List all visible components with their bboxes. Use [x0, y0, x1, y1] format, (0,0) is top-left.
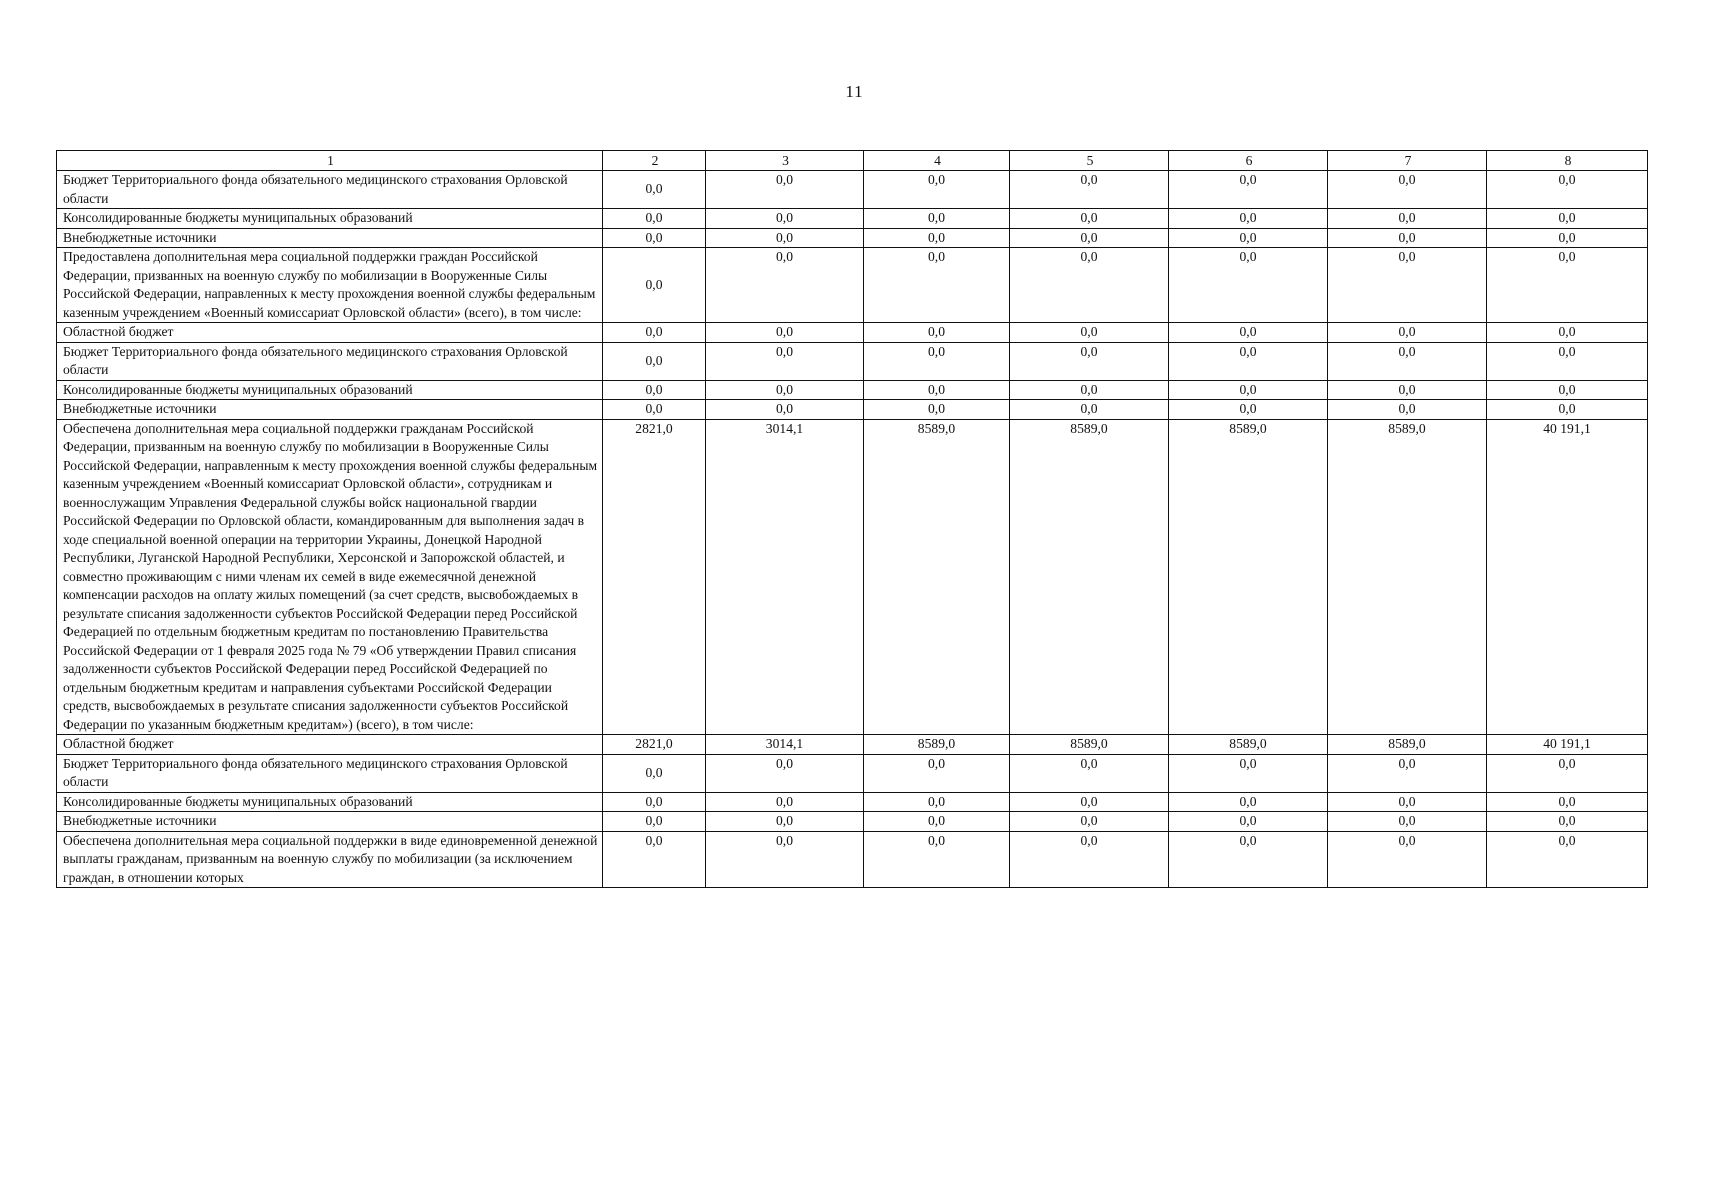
column-header: 7	[1328, 151, 1487, 171]
row-description: Консолидированные бюджеты муниципальных образований	[57, 380, 603, 400]
value-cell: 0,0	[1169, 171, 1328, 209]
table-row	[57, 171, 1648, 209]
value-cell: 0,0	[706, 323, 864, 343]
row-description: Бюджет Территориального фонда обязательного медицинского страхования Орловской области	[57, 754, 603, 792]
row-description: Внебюджетные источники	[57, 400, 603, 420]
table-row	[57, 400, 1648, 420]
value-cell: 0,0	[1010, 812, 1169, 832]
value-cell: 0,0	[1487, 323, 1648, 343]
value-cell: 0,0	[1169, 248, 1328, 323]
value-cell: 0,0	[864, 754, 1010, 792]
row-description: Обеспечена дополнительная мера социальной поддержки в виде единовременной денежной выплаты гражданам, призванным на военную службу по мобилизации (за исключением граждан, в отношении которых	[57, 831, 603, 888]
value-cell: 0,0	[1487, 248, 1648, 323]
value-cell: 0,0	[706, 792, 864, 812]
value-cell: 0,0	[1169, 323, 1328, 343]
value-cell: 40 191,1	[1487, 419, 1648, 735]
row-description: Обеспечена дополнительная мера социальной поддержки гражданам Российской Федерации, призванным на военную службу по мобилизации в Вооруженные Силы Российской Федерации, направленным к месту прохождения военной службы федеральным казенным учреждением «Военный комиссариат Орловской области», сотрудникам и военнослужащим Управления Федеральной службы войск национальной гвардии Российской Федерации по Орловской области, командированным для выполнения задач в ходе специальной военной операции на территории Украины, Донецкой Народной Республики, Луганской Народной Республики, Херсонской и Запорожской областей, и совместно проживающим с ними членам их семей в виде ежемесячной денежной компенсации расходов на оплату жилых помещений (за счет средств, высвобождаемых в результате списания задолженности субъектов Российской Федерации перед Российской Федерацией по отдельным бюджетным кредитам по постановлению Правительства Российской Федерации от 1 февраля 2025 года № 79 «Об утверждении Правил списания задолженности субъектов Российской Федерации перед Российской Федерацией по отдельным бюджетным кредитам и направления субъектами Российской Федерации средств, высвобождаемых в результате списания задолженности субъектов Российской Федерации по указанным бюджетным кредитам») (всего), в том числе:	[57, 419, 603, 735]
row-description: Областной бюджет	[57, 323, 603, 343]
value-cell: 0,0	[1169, 812, 1328, 832]
value-cell: 0,0	[1328, 380, 1487, 400]
value-cell: 8589,0	[864, 419, 1010, 735]
value-cell: 0,0	[1010, 831, 1169, 888]
value-cell: 0,0	[603, 831, 706, 888]
value-cell: 0,0	[864, 209, 1010, 229]
value-cell: 0,0	[1487, 792, 1648, 812]
value-cell: 0,0	[1328, 209, 1487, 229]
value-cell: 0,0	[1169, 380, 1328, 400]
value-cell: 0,0	[706, 812, 864, 832]
column-header: 4	[864, 151, 1010, 171]
table-row	[57, 248, 1648, 323]
value-cell: 0,0	[1010, 228, 1169, 248]
value-cell: 0,0	[603, 754, 706, 792]
value-cell: 0,0	[1487, 754, 1648, 792]
value-cell: 0,0	[1169, 209, 1328, 229]
value-cell: 0,0	[864, 228, 1010, 248]
page-number: 11	[845, 82, 864, 101]
value-cell: 0,0	[603, 228, 706, 248]
table-row	[57, 812, 1648, 832]
value-cell: 2821,0	[603, 419, 706, 735]
table-body	[57, 151, 1648, 888]
value-cell: 0,0	[1169, 342, 1328, 380]
column-header: 3	[706, 151, 864, 171]
value-cell: 0,0	[864, 380, 1010, 400]
value-cell: 0,0	[1169, 754, 1328, 792]
value-cell: 40 191,1	[1487, 735, 1648, 755]
value-cell: 0,0	[864, 812, 1010, 832]
value-cell: 0,0	[1328, 792, 1487, 812]
value-cell: 8589,0	[864, 735, 1010, 755]
value-cell: 0,0	[603, 380, 706, 400]
value-cell: 3014,1	[706, 735, 864, 755]
value-cell: 0,0	[1010, 323, 1169, 343]
value-cell: 0,0	[603, 323, 706, 343]
value-cell: 0,0	[706, 754, 864, 792]
value-cell: 2821,0	[603, 735, 706, 755]
value-cell: 0,0	[603, 171, 706, 209]
value-cell: 0,0	[864, 171, 1010, 209]
row-description: Консолидированные бюджеты муниципальных образований	[57, 209, 603, 229]
value-cell: 0,0	[1169, 792, 1328, 812]
row-description: Бюджет Территориального фонда обязательного медицинского страхования Орловской области	[57, 342, 603, 380]
row-description: Областной бюджет	[57, 735, 603, 755]
value-cell: 0,0	[1487, 812, 1648, 832]
value-cell: 0,0	[1487, 400, 1648, 420]
value-cell: 0,0	[1487, 228, 1648, 248]
row-description: Бюджет Территориального фонда обязательного медицинского страхования Орловской области	[57, 171, 603, 209]
value-cell: 0,0	[706, 342, 864, 380]
value-cell: 0,0	[1328, 400, 1487, 420]
column-header-row	[57, 151, 1648, 171]
value-cell: 0,0	[1010, 400, 1169, 420]
value-cell: 0,0	[706, 248, 864, 323]
budget-table	[56, 150, 1648, 888]
value-cell: 0,0	[603, 209, 706, 229]
value-cell: 0,0	[603, 342, 706, 380]
value-cell: 0,0	[1487, 342, 1648, 380]
value-cell: 8589,0	[1169, 735, 1328, 755]
value-cell: 0,0	[706, 831, 864, 888]
value-cell: 0,0	[864, 831, 1010, 888]
value-cell: 0,0	[1010, 380, 1169, 400]
value-cell: 0,0	[603, 248, 706, 323]
table-row	[57, 228, 1648, 248]
value-cell: 0,0	[1328, 248, 1487, 323]
value-cell: 0,0	[706, 380, 864, 400]
value-cell: 0,0	[1328, 342, 1487, 380]
value-cell: 0,0	[864, 792, 1010, 812]
value-cell: 0,0	[1169, 400, 1328, 420]
value-cell: 8589,0	[1328, 735, 1487, 755]
table-row	[57, 380, 1648, 400]
value-cell: 0,0	[1010, 209, 1169, 229]
column-header: 1	[57, 151, 603, 171]
table-row	[57, 209, 1648, 229]
value-cell: 0,0	[1328, 831, 1487, 888]
value-cell: 8589,0	[1328, 419, 1487, 735]
row-description: Консолидированные бюджеты муниципальных образований	[57, 792, 603, 812]
value-cell: 0,0	[1328, 228, 1487, 248]
value-cell: 0,0	[1328, 171, 1487, 209]
row-description: Внебюджетные источники	[57, 812, 603, 832]
value-cell: 0,0	[1487, 831, 1648, 888]
value-cell: 0,0	[603, 400, 706, 420]
value-cell: 3014,1	[706, 419, 864, 735]
value-cell: 0,0	[1010, 342, 1169, 380]
table-row	[57, 792, 1648, 812]
value-cell: 0,0	[1010, 171, 1169, 209]
value-cell: 0,0	[864, 323, 1010, 343]
column-header: 6	[1169, 151, 1328, 171]
column-header: 8	[1487, 151, 1648, 171]
table-row	[57, 323, 1648, 343]
value-cell: 0,0	[706, 209, 864, 229]
value-cell: 8589,0	[1169, 419, 1328, 735]
value-cell: 0,0	[864, 400, 1010, 420]
value-cell: 0,0	[864, 248, 1010, 323]
value-cell: 0,0	[1010, 754, 1169, 792]
value-cell: 8589,0	[1010, 419, 1169, 735]
value-cell: 8589,0	[1010, 735, 1169, 755]
value-cell: 0,0	[864, 342, 1010, 380]
value-cell: 0,0	[1328, 754, 1487, 792]
value-cell: 0,0	[1169, 228, 1328, 248]
table-row	[57, 419, 1648, 735]
value-cell: 0,0	[706, 171, 864, 209]
column-header: 2	[603, 151, 706, 171]
table-row	[57, 831, 1648, 888]
table-row	[57, 754, 1648, 792]
value-cell: 0,0	[1328, 812, 1487, 832]
table-row	[57, 342, 1648, 380]
value-cell: 0,0	[706, 400, 864, 420]
row-description: Предоставлена дополнительная мера социальной поддержки граждан Российской Федерации, призванных на военную службу по мобилизации в Вооруженные Силы Российской Федерации, направленных к месту прохождения военной службы федеральным казенным учреждением «Военный комиссариат Орловской области» (всего), в том числе:	[57, 248, 603, 323]
value-cell: 0,0	[1487, 209, 1648, 229]
row-description: Внебюджетные источники	[57, 228, 603, 248]
value-cell: 0,0	[603, 812, 706, 832]
table-row	[57, 735, 1648, 755]
column-header: 5	[1010, 151, 1169, 171]
value-cell: 0,0	[1487, 380, 1648, 400]
value-cell: 0,0	[603, 792, 706, 812]
value-cell: 0,0	[706, 228, 864, 248]
value-cell: 0,0	[1328, 323, 1487, 343]
value-cell: 0,0	[1010, 792, 1169, 812]
value-cell: 0,0	[1487, 171, 1648, 209]
value-cell: 0,0	[1010, 248, 1169, 323]
value-cell: 0,0	[1169, 831, 1328, 888]
